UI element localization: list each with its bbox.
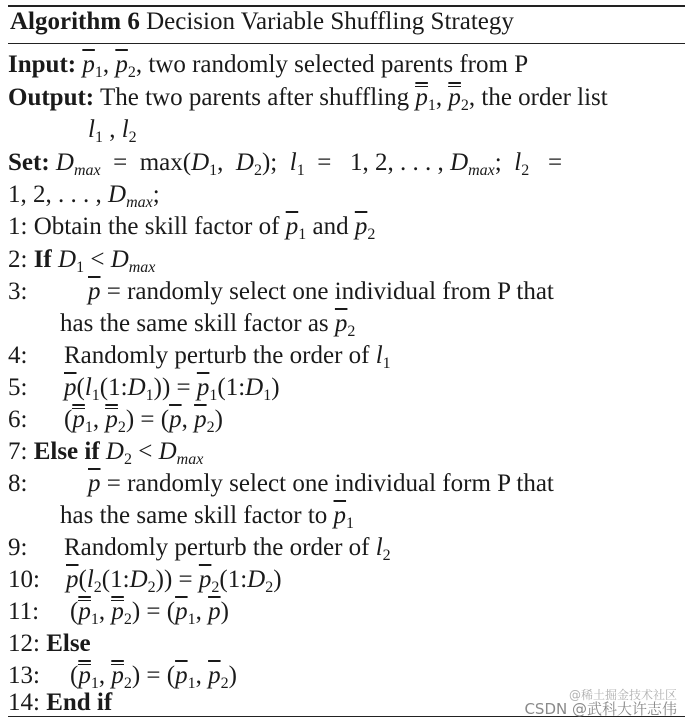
step-10: 10: $\overline{p}(l_2(1:D_2))$ = $\overline{p}_2(1:D_2)$ bbox=[8, 566, 282, 596]
step-3: 3: $\overline{p}$ = randomly select one individual from P that bbox=[8, 278, 554, 305]
title-rule bbox=[8, 43, 685, 44]
step-2: 2: If $D_1 < D_{max}$ bbox=[8, 246, 156, 276]
output-lists: $l_1$ , $l_2$ bbox=[88, 116, 137, 146]
step-2-no: 2: bbox=[8, 246, 28, 273]
step-14-keyword: End if bbox=[46, 689, 113, 716]
step-13-no: 13: bbox=[8, 662, 40, 689]
output-tail: , the order list bbox=[468, 84, 608, 111]
step-9-text: Randomly perturb the order of bbox=[64, 534, 370, 561]
step-13: 13: ($\overline{p}_1$, $\overline{p}_2) = (\overline{p}_1$, $\overline{p}_2$) bbox=[8, 662, 237, 692]
step-14 bbox=[8, 688, 112, 718]
algorithm-label: Algorithm 6 bbox=[10, 8, 140, 35]
step-12 bbox=[8, 629, 91, 659]
input-line: Input: $\overline{p}_1$, $\overline{p}_2$, two randomly selected parents from P bbox=[8, 51, 529, 81]
step-10-no: 10: bbox=[8, 566, 40, 593]
step-3-cont: has the same skill factor as $\overline{p}_2$ bbox=[60, 310, 356, 340]
output-line: Output: The two parents after shuffling $\overline{p}_1$, $\overline{p}_2$, the order list bbox=[8, 84, 608, 114]
top-rule bbox=[8, 5, 685, 7]
step-4-text: Randomly perturb the order of bbox=[64, 342, 370, 369]
step-3-no: 3: bbox=[8, 278, 28, 305]
set-label: Set: bbox=[8, 149, 50, 176]
watermark-juejin: @稀土掘金技术社区 bbox=[568, 688, 677, 702]
step-8-text: = randomly select one individual form P that bbox=[106, 470, 554, 497]
step-1: 1: Obtain the skill factor of $\overline{p}_1$ and $\overline{p}_2$ bbox=[8, 213, 376, 243]
step-8-no: 8: bbox=[8, 470, 28, 497]
step-2-keyword: If bbox=[33, 246, 52, 273]
step-6-no: 6: bbox=[8, 406, 28, 433]
step-3-cont-text: has the same skill factor as bbox=[60, 310, 329, 337]
step-8: 8: $\overline{p}$ = randomly select one individual form P that bbox=[8, 470, 554, 497]
step-9-no: 9: bbox=[8, 534, 28, 561]
step-1-text: 1: Obtain the skill factor of bbox=[8, 213, 280, 240]
step-1-and: and bbox=[312, 213, 349, 240]
step-3-text: = randomly select one individual from P that bbox=[106, 278, 554, 305]
step-7: 7: Else if $D_2 < D_{max}$ bbox=[8, 438, 204, 468]
step-11-no: 11: bbox=[8, 598, 40, 625]
step-5: 5: $\overline{p}(l_1(1:D_1))$ = $\overline{p}_1(1:D_1)$ bbox=[8, 374, 280, 404]
output-text: The two parents after shuffling bbox=[99, 84, 410, 111]
output-label: Output: bbox=[8, 84, 95, 111]
algorithm-title bbox=[10, 8, 514, 36]
step-12-keyword: Else bbox=[46, 630, 91, 657]
step-12-no: 12: bbox=[8, 630, 40, 657]
step-8-cont-text: has the same skill factor to bbox=[60, 502, 328, 529]
step-6: 6: ($\overline{p}_1$, $\overline{p}_2) = (\overline{p}$, $\overline{p}_2$) bbox=[8, 406, 223, 436]
set-line: Set: $D_{max} = \max(D_1$, $D_2$); $l_1 = 1$, 2, . . . , $D_{max}$; $l_2$ = bbox=[8, 149, 563, 179]
watermark-csdn: CSDN @武科大许志伟 bbox=[524, 700, 677, 718]
algorithm-name: Decision Variable Shuffling Strategy bbox=[146, 8, 514, 35]
step-8-cont: has the same skill factor to $\overline{p}_1$ bbox=[60, 502, 355, 532]
step-9: 9: Randomly perturb the order of $l_2$ bbox=[8, 534, 391, 564]
input-text: , two randomly selected parents from P bbox=[135, 51, 529, 78]
step-7-keyword: Else if bbox=[33, 438, 100, 465]
step-4-no: 4: bbox=[8, 342, 28, 369]
set-line-cont: 1, 2, . . . , $D_{max}$; bbox=[8, 181, 160, 211]
step-7-no: 7: bbox=[8, 438, 28, 465]
step-11: 11: ($\overline{p}_1$, $\overline{p}_2) = (\overline{p}_1$, $\overline{p}$) bbox=[8, 598, 229, 628]
step-4: 4: Randomly perturb the order of $l_1$ bbox=[8, 342, 391, 372]
step-14-no: 14: bbox=[8, 689, 40, 716]
step-5-no: 5: bbox=[8, 374, 28, 401]
input-label: Input: bbox=[8, 51, 77, 78]
